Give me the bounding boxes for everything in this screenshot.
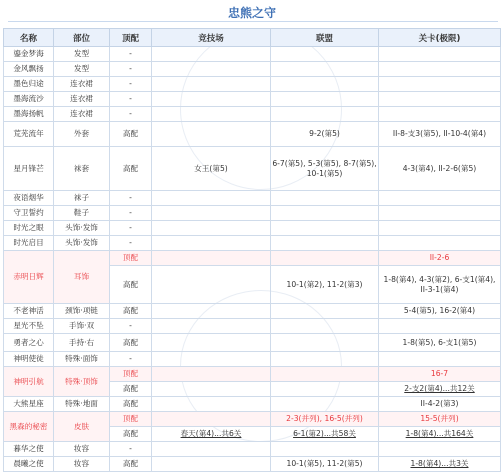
cell-stage (379, 319, 501, 334)
cell-top-lo: 高配 (110, 382, 152, 397)
table-row (4, 319, 501, 334)
cell-arena (152, 334, 271, 352)
cell-league (271, 62, 379, 77)
cell-part: 手饰·双 (54, 319, 110, 334)
cell-top: - (110, 352, 152, 367)
cell-part: 妆容 (54, 442, 110, 457)
cell-top: - (110, 319, 152, 334)
header-top: 顶配 (110, 29, 152, 47)
cell-arena (152, 266, 271, 304)
cell-stage: 1-8(第5), 6-支1(第5) (379, 334, 501, 352)
cell-part: 特殊·面饰 (54, 352, 110, 367)
cell-stage: 5-4(第5), 16-2(第4) (379, 304, 501, 319)
cell-top-lo: 高配 (110, 266, 152, 304)
cell-arena (152, 412, 271, 427)
cell-arena (152, 397, 271, 412)
table-row (4, 107, 501, 122)
table-row (4, 236, 501, 251)
table-row (4, 352, 501, 367)
cell-league-lo[interactable]: 6-1(第2)...共58关 (271, 427, 379, 442)
cell-arena (152, 206, 271, 221)
cell-part: 发型 (54, 62, 110, 77)
cell-league (271, 319, 379, 334)
cell-stage (379, 442, 501, 457)
cell-stage: II-8-支3(第5), II-10-4(第4) (379, 122, 501, 147)
cell-stage (379, 107, 501, 122)
cell-top: 高配 (110, 147, 152, 191)
cell-stage: 4-3(第4), II-2-6(第5) (379, 147, 501, 191)
cell-name: 大熊星座 (4, 397, 54, 412)
title-divider (8, 21, 498, 22)
cell-arena (152, 442, 271, 457)
table-row (4, 251, 501, 266)
cell-top: 高配 (110, 397, 152, 412)
cell-league (271, 191, 379, 206)
cell-part: 特殊·顶饰 (54, 367, 110, 397)
cell-part: 鞋子 (54, 206, 110, 221)
cell-top: 高配 (110, 457, 152, 472)
cell-part: 连衣裙 (54, 107, 110, 122)
cell-league (271, 92, 379, 107)
cell-stage (379, 77, 501, 92)
cell-top: 高配 (110, 304, 152, 319)
cell-name: 墨色归途 (4, 77, 54, 92)
table-row (4, 457, 501, 472)
cell-arena (152, 382, 271, 397)
cell-league: 10-1(第2), 11-2(第3) (271, 266, 379, 304)
cell-stage-lo: 1-8(第4), 4-3(第2), 6-支1(第4), II-3-1(第4) (379, 266, 501, 304)
cell-part: 耳饰 (54, 251, 110, 304)
cell-stage (379, 206, 501, 221)
cell-top: - (110, 191, 152, 206)
cell-part: 连衣裙 (54, 92, 110, 107)
cell-name: 守卫誓约 (4, 206, 54, 221)
header-name: 名称 (4, 29, 54, 47)
cell-arena (152, 352, 271, 367)
table-row (4, 442, 501, 457)
cell-top: 高配 (110, 122, 152, 147)
cell-name: 晨曦之使 (4, 457, 54, 472)
cell-name: 神明使徒 (4, 352, 54, 367)
cell-league (271, 397, 379, 412)
cell-top: 高配 (110, 334, 152, 352)
cell-top: - (110, 92, 152, 107)
cell-stage-lo[interactable]: 2-支2(第4)...共12关 (379, 382, 501, 397)
cell-part: 连衣裙 (54, 77, 110, 92)
cell-league (271, 304, 379, 319)
header-stage: 关卡(极限) (379, 29, 501, 47)
cell-stage: II-4-2(第3) (379, 397, 501, 412)
cell-name: 墨海扬帆 (4, 107, 54, 122)
cell-name: 时光之眼 (4, 221, 54, 236)
cell-stage-lo[interactable]: 1-8(第4)...共164关 (379, 427, 501, 442)
cell-name: 神明引航 (4, 367, 54, 397)
cell-top-hi: 顶配 (110, 412, 152, 427)
cell-stage (379, 221, 501, 236)
cell-league (271, 442, 379, 457)
table-row (4, 62, 501, 77)
cell-top: - (110, 47, 152, 62)
cell-stage-hi: 15-5(并列) (379, 412, 501, 427)
cell-league (271, 221, 379, 236)
cell-arena (152, 304, 271, 319)
cell-top: - (110, 107, 152, 122)
cell-arena (152, 191, 271, 206)
cell-league (271, 236, 379, 251)
cell-league: 9-2(第5) (271, 122, 379, 147)
cell-part: 袜套 (54, 147, 110, 191)
cell-name: 星月锋芒 (4, 147, 54, 191)
table-row (4, 412, 501, 427)
cell-part: 皮肤 (54, 412, 110, 442)
cell-arena (152, 122, 271, 147)
header-league: 联盟 (271, 29, 379, 47)
cell-league (271, 334, 379, 352)
cell-arena (152, 251, 271, 266)
cell-top: - (110, 221, 152, 236)
table-row (4, 191, 501, 206)
page-title: 忠熊之守 (227, 6, 276, 20)
cell-name: 荒芜流年 (4, 122, 54, 147)
cell-part: 手持·右 (54, 334, 110, 352)
cell-name: 黑森的秘密 (4, 412, 54, 442)
table-row (4, 47, 501, 62)
table-row (4, 221, 501, 236)
cell-name: 时光启目 (4, 236, 54, 251)
cell-part: 妆容 (54, 457, 110, 472)
table-row (4, 122, 501, 147)
cell-arena (152, 457, 271, 472)
cell-part: 头饰·发饰 (54, 221, 110, 236)
cell-name: 暮华之使 (4, 442, 54, 457)
cell-league (271, 367, 379, 382)
cell-top-hi: 顶配 (110, 367, 152, 382)
cell-league (271, 382, 379, 397)
cell-stage (379, 47, 501, 62)
cell-stage (379, 92, 501, 107)
cell-name: 金风飘扬 (4, 62, 54, 77)
cell-arena-lo[interactable]: 春天(第4)...共6关 (152, 427, 271, 442)
table-row (4, 77, 501, 92)
cell-league-hi: 2-3(并列), 16-5(并列) (271, 412, 379, 427)
cell-league (271, 107, 379, 122)
cell-arena (152, 221, 271, 236)
cell-league (271, 206, 379, 221)
cell-top-lo: 高配 (110, 427, 152, 442)
cell-part: 发型 (54, 47, 110, 62)
cell-stage (379, 236, 501, 251)
cell-arena (152, 107, 271, 122)
cell-league (271, 47, 379, 62)
cell-part: 颈饰·项链 (54, 304, 110, 319)
cell-stage (379, 62, 501, 77)
cell-arena: 女王(第5) (152, 147, 271, 191)
cell-league (271, 251, 379, 266)
cell-arena (152, 236, 271, 251)
cell-top: - (110, 62, 152, 77)
header-arena: 竞技场 (152, 29, 271, 47)
cell-name: 勇者之心 (4, 334, 54, 352)
cell-league: 6-7(第5), 5-3(第5), 8-7(第5), 10-1(第5) (271, 147, 379, 191)
cell-stage-hi: II-2-6 (379, 251, 501, 266)
cell-part: 外套 (54, 122, 110, 147)
cell-part: 特殊·地面 (54, 397, 110, 412)
cell-name: 赤明日辉 (4, 251, 54, 304)
cell-name: 墨海流沙 (4, 92, 54, 107)
cell-name: 鎏金梦海 (4, 47, 54, 62)
cell-league: 10-1(第5), 11-2(第5) (271, 457, 379, 472)
table-row (4, 206, 501, 221)
cell-part: 头饰·发饰 (54, 236, 110, 251)
cell-name: 星光不坠 (4, 319, 54, 334)
cell-arena (152, 319, 271, 334)
cell-arena (152, 367, 271, 382)
cell-top: - (110, 77, 152, 92)
cell-league (271, 352, 379, 367)
header-part: 部位 (54, 29, 110, 47)
item-table (3, 28, 501, 472)
cell-top: - (110, 442, 152, 457)
cell-arena (152, 47, 271, 62)
table-row (4, 334, 501, 352)
cell-top: - (110, 236, 152, 251)
cell-stage-hi: 16-7 (379, 367, 501, 382)
cell-arena (152, 62, 271, 77)
cell-top: - (110, 206, 152, 221)
table-row (4, 147, 501, 191)
table-row (4, 92, 501, 107)
cell-stage[interactable]: 1-8(第4)...共3关 (379, 457, 501, 472)
cell-arena (152, 92, 271, 107)
cell-name: 不老神活 (4, 304, 54, 319)
cell-league (271, 77, 379, 92)
cell-top-hi: 顶配 (110, 251, 152, 266)
cell-stage (379, 191, 501, 206)
cell-stage (379, 352, 501, 367)
cell-arena (152, 77, 271, 92)
table-row (4, 304, 501, 319)
cell-name: 夜语烟华 (4, 191, 54, 206)
table-row (4, 367, 501, 382)
cell-part: 袜子 (54, 191, 110, 206)
table-row (4, 397, 501, 412)
